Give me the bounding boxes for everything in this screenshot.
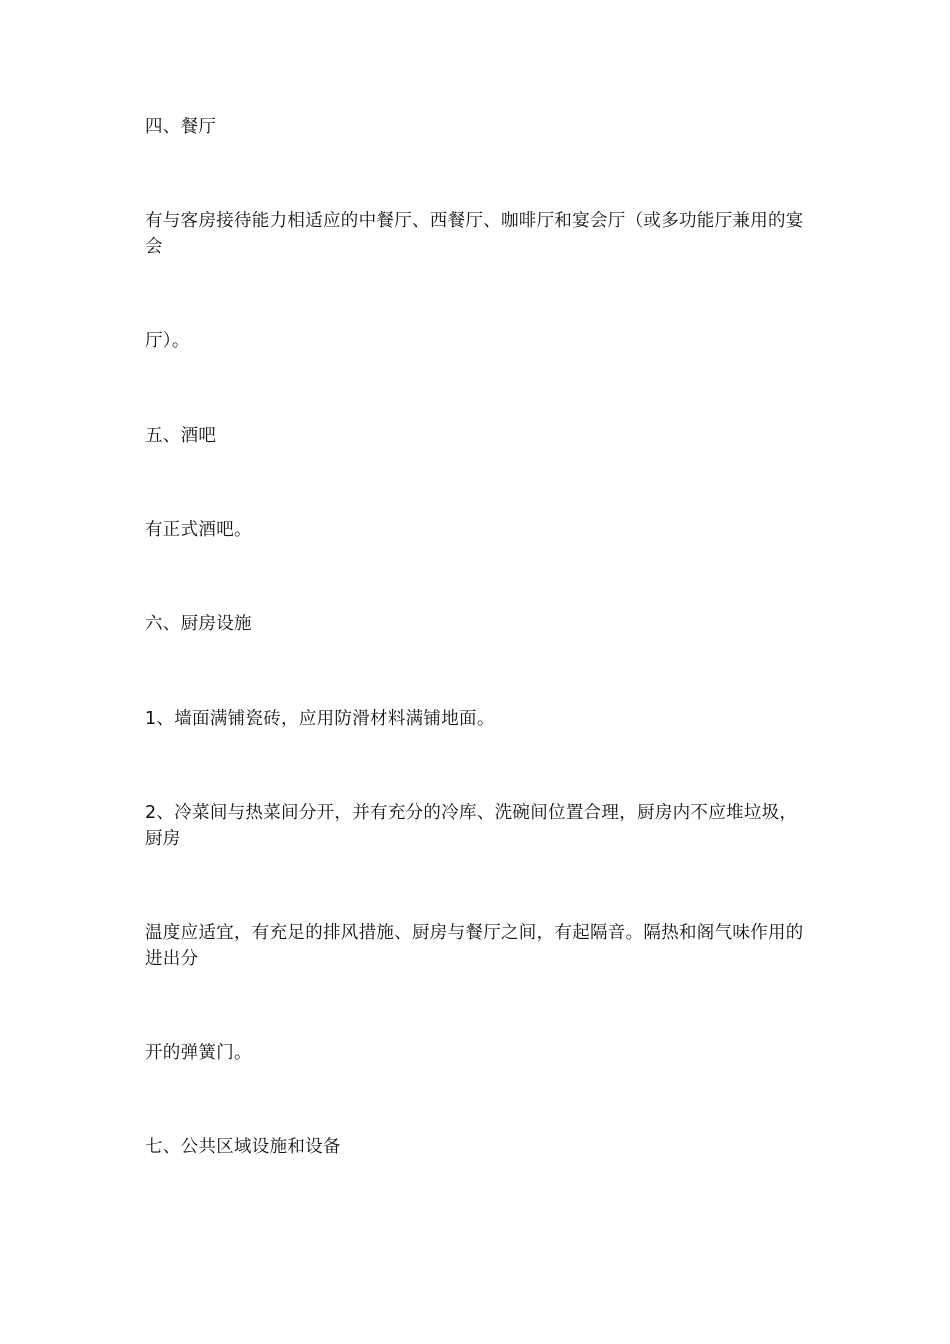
section-heading-kitchen: 六、厨房设施 — [145, 614, 252, 634]
paragraph-kitchen-item-2-end: 开的弹簧门。 — [145, 1043, 252, 1063]
section-heading-bar: 五、酒吧 — [145, 426, 217, 446]
paragraph-kitchen-item-1: 1、墙面满铺瓷砖，应用防滑材料满铺地面。 — [145, 709, 495, 729]
paragraph-kitchen-item-2: 2、冷菜间与热菜间分开，并有充分的冷库、洗碗间位置合理，厨房内不应堆垃圾，厨房 — [145, 803, 798, 849]
paragraph-bar-text: 有正式酒吧。 — [145, 520, 252, 540]
section-heading-public-area: 七、公共区域设施和设备 — [145, 1137, 341, 1157]
paragraph-restaurant-text: 有与客房接待能力相适应的中餐厅、西餐厅、咖啡厅和宴会厅（或多功能厅兼用的宴会 — [145, 211, 804, 257]
section-heading-restaurant: 四、餐厅 — [145, 117, 217, 137]
paragraph-kitchen-item-2-continued: 温度应适宜，有充足的排风措施、厨房与餐厅之间，有起隔音。隔热和阁气味作用的进出分 — [145, 923, 804, 969]
paragraph-restaurant-continued: 厅）。 — [145, 331, 190, 351]
